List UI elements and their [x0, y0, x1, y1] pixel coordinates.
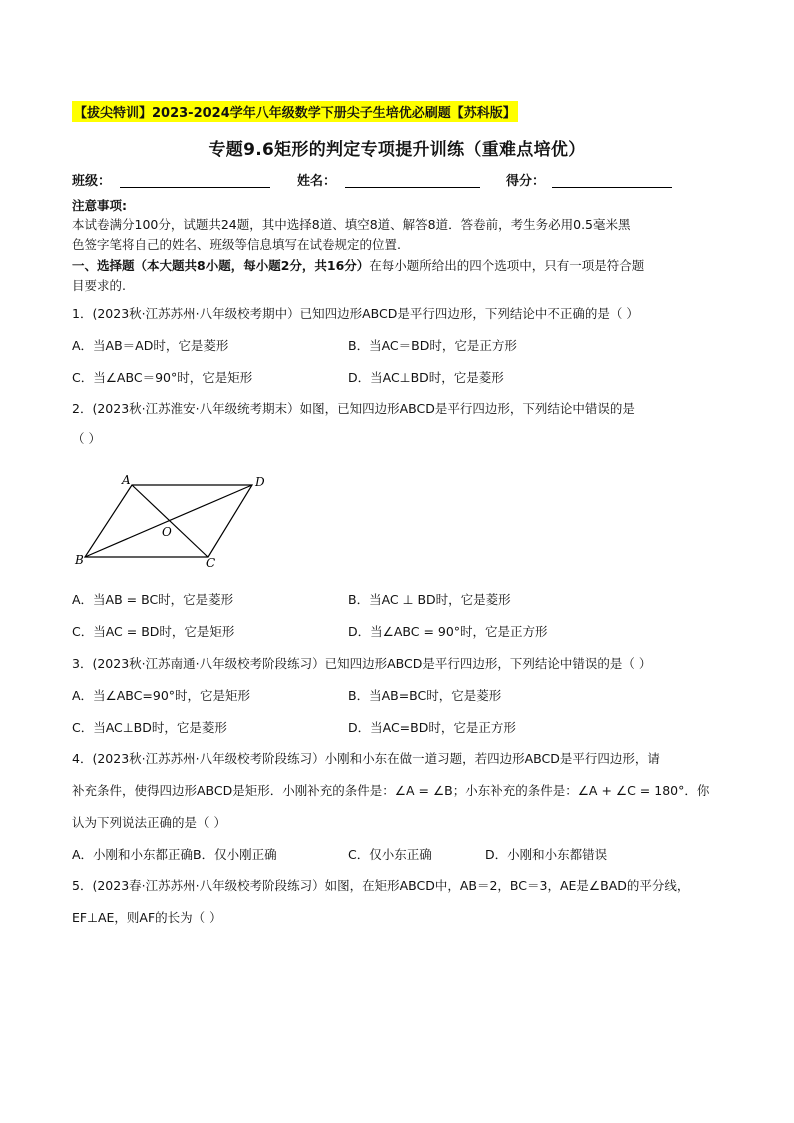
question-3-option-c[interactable]: C．当AC⊥BD时，它是菱形	[72, 720, 227, 735]
vertex-label-a: A	[122, 473, 131, 487]
question-5-stem-cont: EF⊥AE，则AF的长为（ ）	[72, 910, 222, 925]
class-field[interactable]	[120, 187, 270, 188]
question-3-option-b[interactable]: B．当AB=BC时，它是菱形	[348, 688, 502, 703]
question-1-option-b[interactable]: B．当AC＝BD时，它是正方形	[348, 338, 517, 353]
page-title: 专题9.6矩形的判定专项提升训练（重难点培优）	[208, 140, 586, 160]
question-3-option-a[interactable]: A．当∠ABC=90°时，它是矩形	[72, 688, 251, 703]
vertex-label-b: B	[75, 553, 84, 567]
parallelogram-figure	[70, 470, 280, 580]
question-4-option-ab[interactable]: A．小刚和小东都正确B．仅小刚正确	[72, 847, 277, 862]
center-label-o: O	[162, 525, 172, 539]
question-2-option-b[interactable]: B．当AC ⊥ BD时，它是菱形	[348, 592, 511, 607]
question-4-option-c[interactable]: C．仅小东正确	[348, 847, 432, 862]
question-2-option-d[interactable]: D．当∠ABC = 90°时，它是正方形	[348, 624, 548, 639]
question-1-option-d[interactable]: D．当AC⊥BD时，它是菱形	[348, 370, 504, 385]
section1-instructions-rest: 在每小题所给出的四个选项中，只有一项是符合题	[369, 258, 645, 273]
name-field[interactable]	[345, 187, 480, 188]
question-4-option-d[interactable]: D．小刚和小东都错误	[485, 847, 608, 862]
name-label: 姓名：	[297, 174, 337, 189]
question-2-stem-cont: （ ）	[72, 431, 101, 446]
question-1-stem: 1．(2023秋·江苏苏州·八年级校考期中）已知四边形ABCD是平行四边形，下列结论中不正确的是（ ）	[72, 306, 639, 321]
vertex-label-d: D	[255, 475, 265, 489]
notes-line-2: 色签字笔将自己的姓名、班级等信息填写在试卷规定的位置.	[72, 237, 401, 252]
question-3-option-d[interactable]: D．当AC=BD时，它是正方形	[348, 720, 516, 735]
question-2-option-c[interactable]: C．当AC = BD时，它是矩形	[72, 624, 235, 639]
question-2-option-a[interactable]: A．当AB = BC时，它是菱形	[72, 592, 234, 607]
question-1-option-c[interactable]: C．当∠ABC＝90°时，它是矩形	[72, 370, 253, 385]
section1-heading: 一、选择题（本大题共8小题，每小题2分，共16分）	[72, 258, 370, 273]
score-label: 得分：	[506, 174, 546, 189]
question-1-option-a[interactable]: A．当AB＝AD时，它是菱形	[72, 338, 229, 353]
question-5-stem: 5．(2023春·江苏苏州·八年级校考阶段练习）如图，在矩形ABCD中，AB＝2，BC＝3，AE是∠BAD的平分线，	[72, 878, 690, 893]
notes-line-1: 本试卷满分100分，试题共24题，其中选择8道、填空8道、解答8道．答卷前，考生务必用0.5毫米黑	[72, 217, 631, 232]
series-banner: 【拔尖特训】2023-2024学年八年级数学下册尖子生培优必刷题【苏科版】	[72, 101, 518, 122]
question-2-stem: 2．(2023秋·江苏淮安·八年级统考期末）如图，已知四边形ABCD是平行四边形，下列结论中错误的是	[72, 401, 635, 416]
score-field[interactable]	[552, 187, 672, 188]
class-label: 班级：	[72, 174, 112, 189]
parallelogram-diagram	[70, 470, 280, 580]
question-4-stem: 4．(2023秋·江苏苏州·八年级校考阶段练习）小刚和小东在做一道习题，若四边形ABCD是平行四边形，请	[72, 751, 660, 766]
diagonal-bd	[85, 485, 252, 557]
notes-heading: 注意事项:	[72, 198, 127, 213]
vertex-label-c: C	[206, 556, 216, 570]
section1-instructions-2: 目要求的.	[72, 278, 126, 293]
question-4-stem-cont: 补充条件，使得四边形ABCD是矩形．小刚补充的条件是：∠A = ∠B；小东补充的条件是：∠A + ∠C = 180°．你	[72, 783, 710, 798]
question-4-stem-cont-2: 认为下列说法正确的是（ ）	[72, 815, 226, 830]
question-3-stem: 3．(2023秋·江苏南通·八年级校考阶段练习）已知四边形ABCD是平行四边形，下列结论中错误的是（ ）	[72, 656, 652, 671]
section1-instructions	[72, 256, 644, 274]
